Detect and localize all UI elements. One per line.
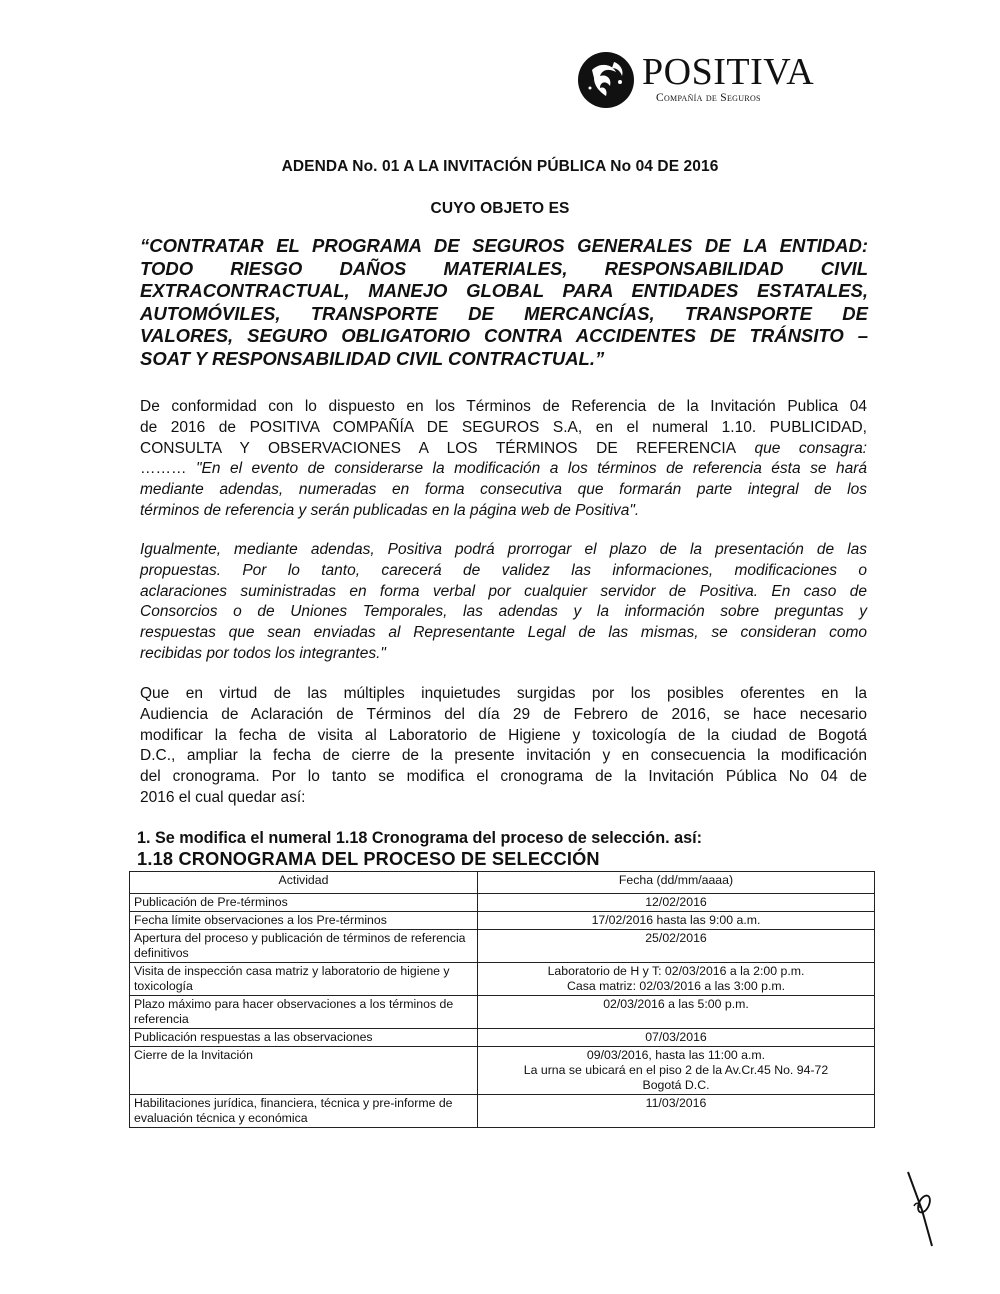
logo-name: POSITIVA	[642, 51, 815, 93]
text-line: D.C., ampliar la fecha de cierre de la presente invitación y en consecuencia la modificación	[140, 747, 867, 765]
fecha-line: La urna se ubicará en el piso 2 de la Av.Cr.45 No. 94-72	[523, 1063, 829, 1077]
table-header-row	[130, 872, 875, 894]
text-fragment: que consagra:	[736, 439, 867, 457]
fecha-line: 17/02/2016 hasta las 9:00 a.m.	[591, 913, 761, 927]
fecha-line: Casa matriz: 02/03/2016 a las 3:00 p.m.	[566, 979, 786, 993]
paragraph-igualmente	[140, 540, 867, 665]
fecha-line: 07/03/2016	[645, 1030, 707, 1044]
handwritten-initials-icon	[900, 1170, 950, 1250]
fecha-line: 09/03/2016, hasta las 11:00 a.m.	[586, 1048, 766, 1062]
document-subtitle: CUYO OBJETO ES	[430, 200, 570, 217]
objeto-text	[140, 235, 868, 371]
cell-actividad: Cierre de la Invitación	[130, 1047, 478, 1095]
cell-fecha	[478, 930, 875, 963]
document-title: ADENDA No. 01 A LA INVITACIÓN PÚBLICA No 04 DE 2016	[281, 158, 719, 175]
cell-actividad: Habilitaciones jurídica, financiera, técnica y pre-informe de evaluación técnica y económica	[130, 1095, 478, 1128]
text-line	[140, 439, 867, 460]
column-header-fecha: Fecha (dd/mm/aaaa)	[478, 872, 875, 894]
text-fragment: ………	[140, 460, 197, 478]
paragraph-conformidad	[140, 397, 867, 522]
table-row	[130, 930, 875, 963]
text-line: de 2016 de POSITIVA COMPAÑÍA DE SEGUROS S.A, en el numeral 1.10. PUBLICIDAD,	[140, 418, 867, 436]
cell-actividad: Apertura del proceso y publicación de términos de referencia definitivos	[130, 930, 478, 963]
cronograma-heading: 1.18 CRONOGRAMA DEL PROCESO DE SELECCIÓN	[137, 849, 600, 869]
fecha-line: 02/03/2016 a las 5:00 p.m.	[603, 997, 749, 1011]
modification-heading: 1. Se modifica el numeral 1.18 Cronograma del proceso de selección. así:	[137, 829, 702, 847]
table-row	[130, 912, 875, 930]
text-line: términos de referencia y serán publicadas en la página web de Positiva".	[140, 501, 640, 519]
cell-fecha	[478, 1029, 875, 1047]
fecha-line: 12/02/2016	[645, 895, 707, 909]
fecha-line: Laboratorio de H y T: 02/03/2016 a la 2:00 p.m.	[547, 964, 805, 978]
cell-fecha	[478, 1095, 875, 1128]
table-row	[130, 996, 875, 1029]
text-line: De conformidad con lo dispuesto en los Términos de Referencia de la Invitación Publica 04	[140, 398, 867, 415]
cell-actividad: Publicación de Pre-términos	[130, 894, 478, 912]
cronograma-table	[129, 871, 875, 1128]
text-line: 2016 el cual quedar así:	[140, 788, 306, 806]
objeto-line: EXTRACONTRACTUAL, MANEJO GLOBAL PARA ENTIDADES ESTATALES,	[140, 280, 868, 302]
cell-fecha	[478, 1047, 875, 1095]
fecha-line: 11/03/2016	[645, 1096, 707, 1110]
table-row	[130, 1047, 875, 1095]
text-line: recibidas por todos los integrantes."	[140, 644, 386, 662]
text-line: Que en virtud de las múltiples inquietudes surgidas por los posibles oferentes en la	[140, 685, 867, 702]
column-header-actividad: Actividad	[130, 872, 478, 894]
fecha-line: 25/02/2016	[645, 931, 707, 945]
cell-fecha	[478, 912, 875, 930]
text-line: del cronograma. Por lo tanto se modifica el cronograma de la Invitación Pública No 04 de	[140, 768, 867, 786]
cell-fecha	[478, 894, 875, 912]
text-line: respuestas que sean enviadas al Representante Legal de las mismas, se consideran como	[140, 624, 867, 642]
logo-tagline: Compañía de Seguros	[656, 92, 761, 104]
objeto-line: TODO RIESGO DAÑOS MATERIALES, RESPONSABILIDAD CIVIL	[140, 257, 868, 279]
objeto-line: “CONTRATAR EL PROGRAMA DE SEGUROS GENERALES DE LA ENTIDAD:	[140, 235, 868, 256]
objeto-line: VALORES, SEGURO OBLIGATORIO CONTRA ACCIDENTES DE TRÁNSITO –	[140, 325, 868, 347]
cell-actividad: Visita de inspección casa matriz y laboratorio de higiene y toxicología	[130, 963, 478, 996]
cell-fecha	[478, 996, 875, 1029]
cell-actividad: Plazo máximo para hacer observaciones a los términos de referencia	[130, 996, 478, 1029]
text-fragment: "En el evento de considerarse la modificación a los términos de referencia ésta se hará	[196, 460, 867, 478]
text-line: Igualmente, mediante adendas, Positiva podrá prorrogar el plazo de la presentación de las	[140, 541, 867, 558]
table-row	[130, 1095, 875, 1128]
positiva-swirl-logo-icon	[578, 52, 634, 108]
table-row	[130, 894, 875, 912]
paragraph-que-en-virtud	[140, 684, 867, 809]
text-line: aclaraciones suministradas en forma verbal por cualquier servidor de Positiva. En caso de	[140, 582, 867, 600]
text-line	[140, 459, 867, 480]
text-line: Consorcios o de Uniones Temporales, las adendas y la información sobre preguntas y	[140, 603, 867, 621]
table-body	[130, 894, 875, 1128]
text-line: mediante adendas, numeradas en forma consecutiva que formarán parte integral de los	[140, 481, 867, 499]
cell-actividad: Fecha límite observaciones a los Pre-términos	[130, 912, 478, 930]
cell-fecha	[478, 963, 875, 996]
cell-actividad: Publicación respuestas a las observaciones	[130, 1029, 478, 1047]
table-row	[130, 963, 875, 996]
text-line: propuestas. Por lo tanto, carecerá de validez las informaciones, modificaciones o	[140, 561, 867, 579]
fecha-line: Bogotá D.C.	[642, 1078, 710, 1092]
text-line: modificar la fecha de visita al Laboratorio de Higiene y toxicología de la ciudad de Bogotá	[140, 726, 867, 744]
table-row	[130, 1029, 875, 1047]
objeto-line: SOAT Y RESPONSABILIDAD CIVIL CONTRACTUAL.”	[140, 347, 605, 369]
positiva-logo	[578, 48, 828, 118]
objeto-line: AUTOMÓVILES, TRANSPORTE DE MERCANCÍAS, TRANSPORTE DE	[140, 302, 868, 324]
text-fragment: CONSULTA Y OBSERVACIONES A LOS TÉRMINOS DE REFERENCIA	[140, 439, 737, 457]
text-line: Audiencia de Aclaración de Términos del día 29 de Febrero de 2016, se hace necesario	[140, 705, 867, 723]
